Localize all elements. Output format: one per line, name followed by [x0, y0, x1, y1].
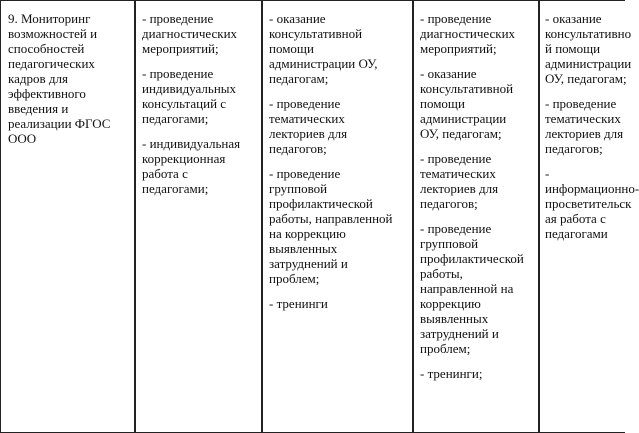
list-item-line: - оказание — [420, 66, 477, 81]
list-item-line: - проведение — [420, 11, 492, 26]
list-item-line: на коррекцию — [269, 226, 346, 241]
list-item-line: проблем; — [269, 271, 320, 286]
activity-list — [420, 11, 524, 381]
table-cell-activities-4 — [540, 0, 639, 433]
list-item-line: педагогами — [545, 226, 608, 241]
list-item-line: помощи — [269, 41, 314, 56]
list-item-line: педагогов; — [545, 141, 603, 156]
list-item-line: тематических — [545, 111, 621, 126]
list-item-line: консультативно — [545, 26, 632, 41]
list-item-line: коррекционная — [142, 151, 226, 166]
list-item-line: - проведение — [142, 66, 214, 81]
list-item-line: лекториев для — [420, 181, 499, 196]
list-item-line: лекториев для — [545, 126, 624, 141]
topic-text — [8, 11, 110, 146]
list-item-line: профилактической — [420, 251, 524, 266]
list-item — [269, 296, 393, 311]
list-item-line: й помощи — [545, 41, 601, 56]
topic-line: эффективного — [8, 86, 86, 101]
list-item — [545, 166, 639, 241]
list-item-line: - — [545, 166, 550, 181]
list-item-line: диагностических — [420, 26, 516, 41]
list-item-line: консультативной — [269, 26, 363, 41]
list-item-line: администрации — [545, 56, 632, 71]
list-item-line: помощи — [420, 96, 465, 111]
list-item-line: администрации — [420, 111, 507, 126]
activity-list — [142, 11, 240, 196]
list-item-line: направленной на — [420, 281, 514, 296]
list-item-line: информационно- — [545, 181, 639, 196]
list-item-line: ОУ, педагогам; — [420, 126, 502, 141]
list-item-line: мероприятий; — [420, 41, 497, 56]
list-item-line: профилактической — [269, 196, 373, 211]
table-cell-activities-1 — [136, 0, 261, 433]
list-item — [420, 11, 524, 56]
list-item-line: педагогами; — [142, 181, 209, 196]
topic-line: введения и — [8, 101, 69, 116]
list-item-line: консультативной — [420, 81, 514, 96]
list-item-line: диагностических — [142, 26, 238, 41]
list-item-line: педагогов; — [269, 141, 327, 156]
list-item — [545, 96, 639, 156]
list-item-line: просветительск — [545, 196, 632, 211]
list-item — [269, 11, 393, 86]
list-item-line: - проведение — [420, 151, 492, 166]
list-item-line: - проведение — [269, 166, 341, 181]
list-item-line: - оказание — [269, 11, 326, 26]
list-item-line: тематических — [269, 111, 345, 126]
list-item — [420, 221, 524, 356]
list-item-line: коррекцию — [420, 296, 481, 311]
topic-line: кадров для — [8, 71, 68, 86]
list-item-line: педагогами; — [142, 111, 209, 126]
list-item-line: выявленных — [420, 311, 489, 326]
list-item-line: работы, направленной — [269, 211, 393, 226]
list-item-line: групповой — [269, 181, 328, 196]
list-item-line: - тренинги — [269, 296, 328, 311]
list-item-line: - проведение — [269, 96, 341, 111]
list-item-line: консультаций с — [142, 96, 227, 111]
list-item — [142, 11, 240, 56]
table-cell-activities-3 — [414, 0, 538, 433]
list-item — [142, 136, 240, 196]
list-item — [420, 66, 524, 141]
list-item-line: администрации ОУ, — [269, 56, 378, 71]
list-item-line: затруднений и — [420, 326, 499, 341]
list-item-line: затруднений и — [269, 256, 348, 271]
list-item-line: мероприятий; — [142, 41, 219, 56]
topic-line: педагогических — [8, 56, 95, 71]
topic-line: способностей — [8, 41, 85, 56]
topic-line: реализации ФГОС — [8, 116, 111, 131]
list-item-line: выявленных — [269, 241, 338, 256]
topic-line: 9. Мониторинг — [8, 11, 91, 26]
list-item-line: работа с — [142, 166, 188, 181]
list-item — [420, 366, 524, 381]
topic-line: возможностей и — [8, 26, 98, 41]
list-item — [545, 11, 639, 86]
list-item — [269, 96, 393, 156]
activity-list — [545, 11, 639, 241]
list-item-line: - проведение — [420, 221, 492, 236]
list-item-line: - тренинги; — [420, 366, 483, 381]
list-item-line: педагогов; — [420, 196, 478, 211]
list-item — [269, 166, 393, 286]
activity-list — [269, 11, 393, 311]
list-item-line: - индивидуальная — [142, 136, 241, 151]
list-item-line: индивидуальных — [142, 81, 237, 96]
list-item-line: лекториев для — [269, 126, 348, 141]
list-item — [420, 151, 524, 211]
list-item-line: групповой — [420, 236, 479, 251]
list-item-line: работы, — [420, 266, 463, 281]
list-item-line: - проведение — [142, 11, 214, 26]
table-cell-topic — [0, 0, 134, 433]
list-item — [142, 66, 240, 126]
list-item-line: педагогам; — [269, 71, 329, 86]
list-item-line: ОУ, педагогам; — [545, 71, 627, 86]
list-item-line: - оказание — [545, 11, 602, 26]
list-item-line: проблем; — [420, 341, 471, 356]
topic-line: ООО — [8, 131, 37, 146]
list-item-line: - проведение — [545, 96, 617, 111]
list-item-line: ая работа с — [545, 211, 606, 226]
table-cell-activities-2 — [263, 0, 412, 433]
list-item-line: тематических — [420, 166, 496, 181]
